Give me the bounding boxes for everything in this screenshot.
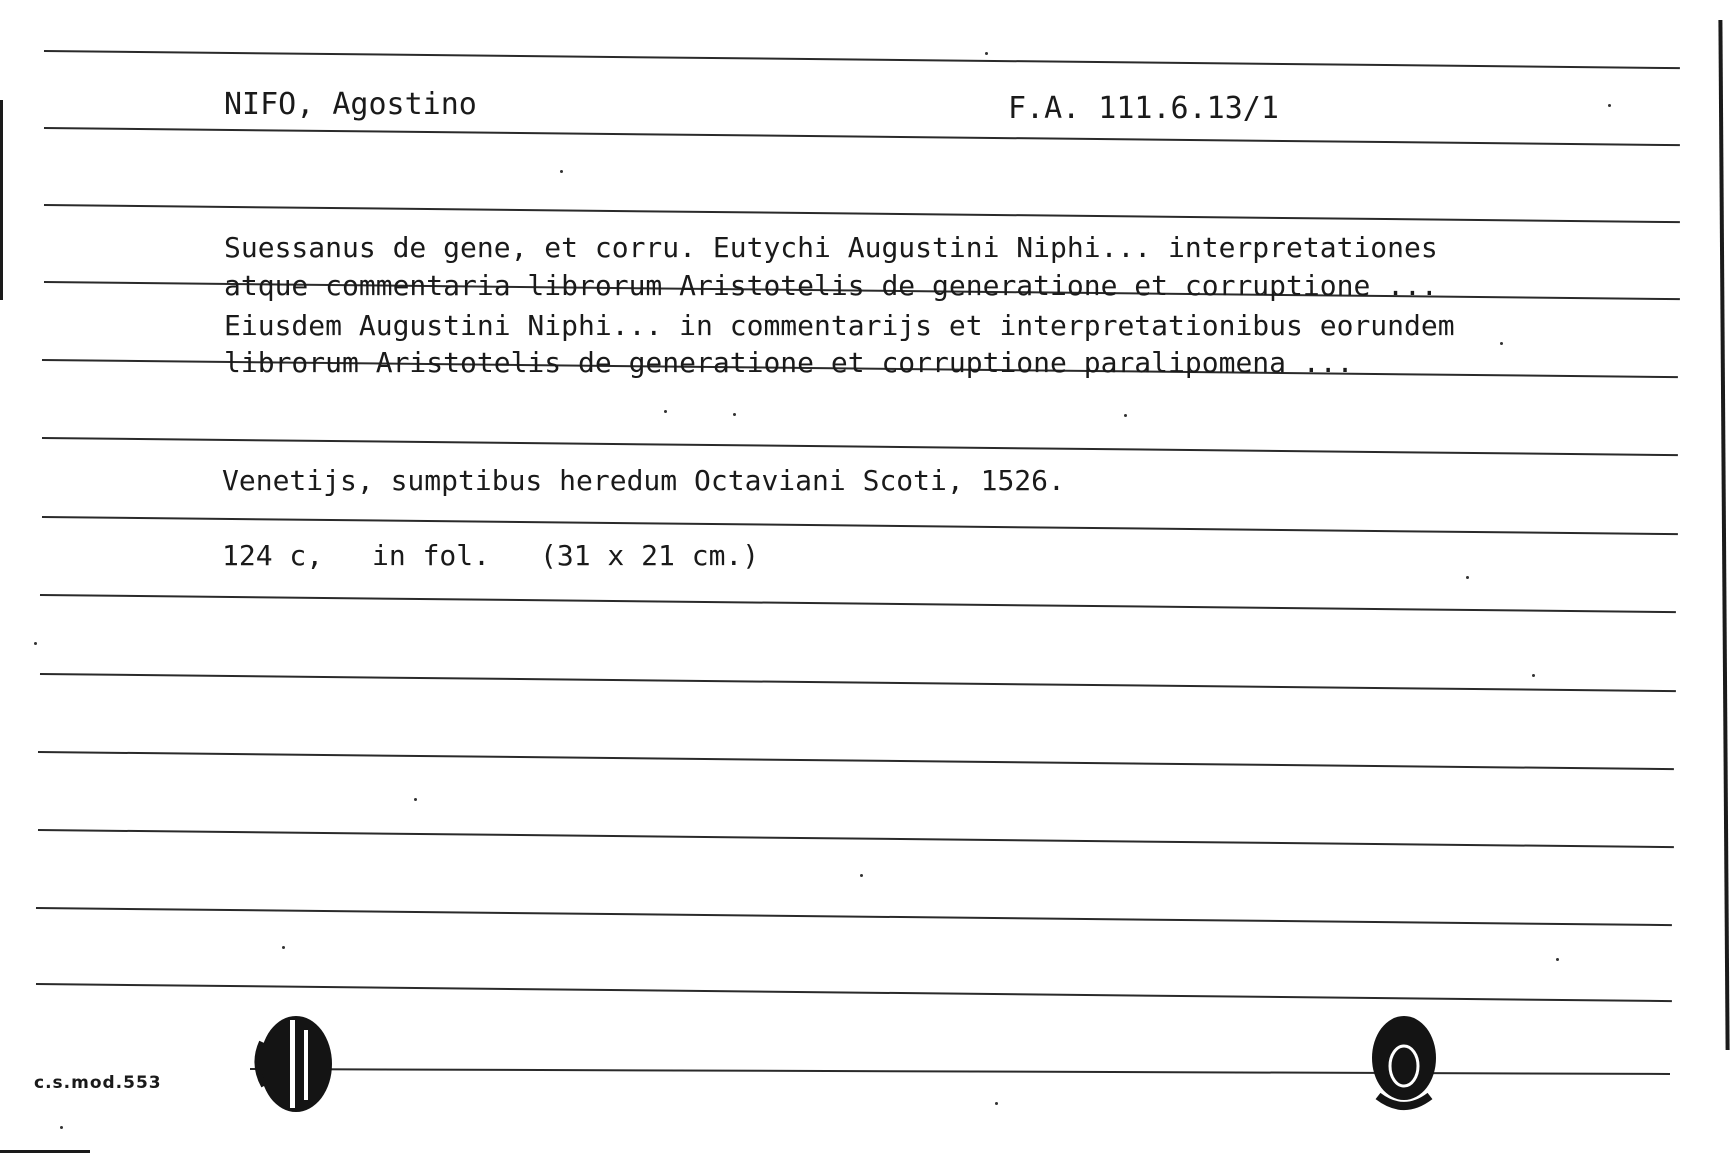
scan-edge-left bbox=[0, 100, 3, 300]
ruled-line bbox=[40, 594, 1676, 613]
scan-edge-bottom bbox=[0, 1150, 90, 1153]
ruled-line bbox=[44, 204, 1680, 223]
speck bbox=[860, 874, 863, 877]
imprint: Venetijs, sumptibus heredum Octaviani Scoti, 1526. bbox=[222, 464, 1065, 497]
speck bbox=[34, 642, 37, 645]
ruled-line bbox=[38, 751, 1674, 770]
speck bbox=[733, 413, 736, 416]
speck bbox=[985, 52, 988, 55]
speck bbox=[1556, 958, 1559, 961]
collation-format: in fol. bbox=[372, 539, 491, 572]
ruled-line bbox=[36, 907, 1672, 926]
ruled-line bbox=[250, 1068, 1670, 1075]
ruled-line bbox=[42, 516, 1678, 535]
ruled-line bbox=[44, 127, 1680, 146]
scan-edge-right bbox=[1718, 20, 1729, 1050]
shelfmark: F.A. 111.6.13/1 bbox=[1008, 91, 1279, 126]
speck bbox=[995, 1102, 998, 1105]
form-code: c.s.mod.553 bbox=[34, 1073, 162, 1093]
title-line: Eiusdem Augustini Niphi... in commentarijs et interpretationibus eorundem bbox=[224, 309, 1455, 342]
speck bbox=[1466, 576, 1469, 579]
punch-hole-right-icon bbox=[1356, 1012, 1452, 1116]
speck bbox=[1532, 674, 1535, 677]
ruled-line bbox=[42, 437, 1678, 456]
speck bbox=[1608, 104, 1611, 107]
ruled-line bbox=[40, 673, 1676, 692]
ruled-line bbox=[38, 829, 1674, 848]
speck bbox=[282, 946, 285, 949]
speck bbox=[1124, 414, 1127, 417]
title-line: atque commentaria librorum Aristotelis de generatione et corruptione ... bbox=[224, 269, 1438, 302]
ruled-line bbox=[44, 50, 1680, 69]
ruled-line bbox=[36, 983, 1672, 1002]
speck bbox=[664, 410, 667, 413]
punch-hole-left-icon bbox=[248, 1012, 344, 1116]
speck bbox=[560, 170, 563, 173]
speck bbox=[414, 798, 417, 801]
title-line: Suessanus de gene, et corru. Eutychi Augustini Niphi... interpretationes bbox=[224, 231, 1438, 264]
collation-dimensions: (31 x 21 cm.) bbox=[540, 539, 760, 572]
speck bbox=[60, 1126, 63, 1129]
speck bbox=[1500, 342, 1503, 345]
collation-leaves: 124 c, bbox=[222, 539, 324, 572]
title-line: librorum Aristotelis de generatione et corruptione paralipomena ... bbox=[224, 346, 1354, 379]
author-heading: NIFO, Agostino bbox=[224, 87, 477, 122]
